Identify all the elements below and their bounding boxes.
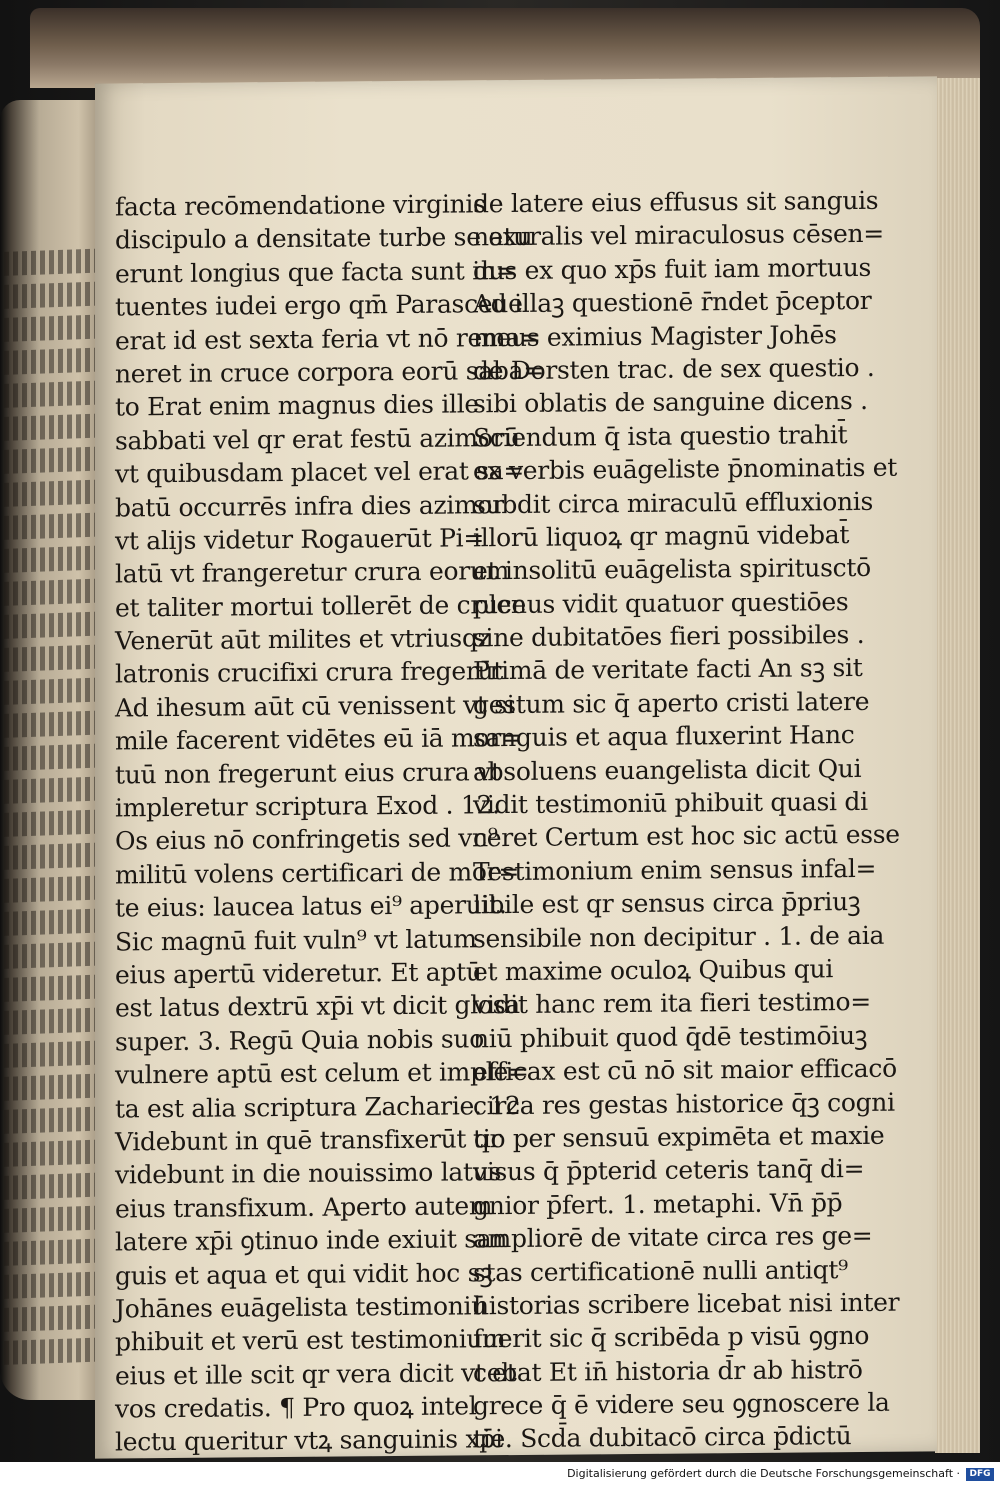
- page-edges: [935, 78, 980, 1453]
- text-line: ex verbis euāgeliste p̄nominatis et: [473, 452, 898, 486]
- text-line: tuentes iudei ergo qm̄ Parasceue: [115, 289, 523, 322]
- text-line: vt alijs videtur Rogauerūt Pi=: [115, 523, 484, 556]
- text-line: naturalis vel miraculosus cēsen=: [473, 219, 884, 252]
- text-line: sensibile non decipitur . 1. de aia: [473, 920, 885, 953]
- right-page: [95, 76, 937, 1458]
- text-line: tuū non fregerunt eius crura vt: [115, 756, 501, 790]
- text-line: tie. Scd̄a dubitacō circa p̄dictū: [473, 1421, 852, 1454]
- text-line: batū occurrēs infra dies azimor: [115, 489, 504, 523]
- text-line: est latus dextrū xp̄i vt dicit glosa: [115, 990, 520, 1023]
- text-line: ceret Certum est hoc sic actū esse: [473, 820, 900, 853]
- text-line: cebat Et in̄ historia d̄r ab histrō: [473, 1354, 863, 1388]
- text-line: vos credatis. ¶ Pro quoꝝ intel: [115, 1391, 477, 1424]
- text-line: gestum sic q̄ aperto cristi latere: [473, 686, 870, 720]
- text-line: vulnere aptū est celum et imple=: [115, 1057, 529, 1090]
- text-line: efficax est cū nō sit maior efficacō: [473, 1053, 897, 1087]
- text-line: discipulo a densitate turbe se exu: [115, 222, 533, 255]
- text-line: tio per sensuū expimēta et maxie: [473, 1120, 885, 1154]
- text-line: facta recōmendatione virginis: [115, 189, 486, 222]
- text-line: illorū liquoꝝ qr magnū videbat̄: [473, 519, 850, 553]
- text-line: meus eximius Magister Johēs: [473, 319, 837, 352]
- text-line: Sic magnū fuit vuln⁹ vt latum: [115, 923, 477, 957]
- text-line: Testimonium enim sensus infal=: [473, 853, 877, 887]
- digitization-credit: Digitalisierung gefördert durch die Deutsche Forschungsgemeinschaft ·: [567, 1467, 960, 1480]
- text-line: libile est qr sensus circa p̄priuꝫ: [473, 887, 861, 920]
- text-line: vt quibusdam placet vel erat sa=: [115, 456, 524, 489]
- text-line: Primā de veritate facti An sꝫ sit: [473, 653, 863, 686]
- text-line: absoluens euangelista dicit Qui: [473, 753, 862, 787]
- text-line: Videbunt in quē transfixerūt qr: [115, 1124, 502, 1157]
- text-line: Johānes euāgelista testimoniū: [115, 1291, 488, 1324]
- text-line: super. 3. Regū Quia nobis suo: [115, 1024, 484, 1057]
- right-text-column: [473, 184, 900, 1456]
- text-line: eius transfixum. Aperto autem: [115, 1190, 493, 1224]
- text-line: stas certificationē nulli antiqt⁹: [473, 1254, 848, 1287]
- text-line: te eius: laucea latus ei⁹ aperuit.: [115, 890, 507, 923]
- text-line: ta est alia scriptura Zacharie. 12: [115, 1090, 521, 1124]
- text-line: vidit hanc rem ita fieri testimo=: [473, 987, 871, 1020]
- text-line: latū vt frangeretur crura eorum: [115, 556, 510, 589]
- text-line: Ad ihesum aūt cū venissent vt si: [115, 689, 515, 723]
- text-line: et maxime oculoꝝ Quibus qui: [473, 954, 834, 987]
- text-line: eius apertū videretur. Et aptū: [115, 957, 482, 990]
- footer-bar: [0, 1462, 1000, 1487]
- text-line: erat id est sexta feria vt nō rema=: [115, 322, 541, 356]
- text-line: phibuit et verū est testimonium: [115, 1324, 506, 1357]
- text-line: neret in cruce corpora eorū saba=: [115, 355, 544, 389]
- text-line: niū phibuit quod q̄dē testimōiuꝫ: [473, 1020, 868, 1054]
- text-line: Os eius nō confringetis sed vn⁹: [115, 823, 498, 856]
- text-line: mile facerent vidētes eū iā mor=: [115, 723, 522, 756]
- text-line: sanguis et aqua fluxerint Hanc: [473, 720, 855, 753]
- text-line: grece q̄ ē videre seu ꝯgnoscere la: [473, 1387, 890, 1421]
- text-line: et insolitū euāgelista spiritusctō: [473, 553, 871, 586]
- text-line: Sciendum q̄ ista questio trahit̄: [473, 419, 848, 453]
- text-line: to Erat enim magnus dies ille: [115, 389, 479, 422]
- text-line: latronis crucifixi crura fregerūt: [115, 656, 504, 689]
- left-text-column: [115, 188, 544, 1460]
- text-line: dus ex quo xp̄s fuit iam mortuus: [473, 252, 872, 286]
- text-line: latere xp̄i ꝯtinuo inde exiuit san: [115, 1224, 508, 1257]
- text-line: eius et ille scit qr vera dicit vt et: [115, 1357, 517, 1391]
- book-top-edge: [30, 8, 980, 88]
- text-line: historias scribere licebat nisi inter: [473, 1287, 900, 1321]
- text-line: Ad illaꝫ questionē r̄ndet p̄ceptor: [473, 286, 872, 319]
- text-line: videbunt in die nouissimo latus: [115, 1157, 502, 1190]
- text-line: Venerūt aūt milites et vtriusqz: [115, 623, 491, 656]
- text-line: circa res gestas historice q̄ꝫ cogni: [473, 1087, 895, 1120]
- dfg-logo: DFG: [966, 1468, 994, 1481]
- text-line: militū volens certificari de mor=: [115, 856, 519, 890]
- text-line: sabbati vel qr erat festū azimorū: [115, 422, 520, 456]
- text-line: erunt longius que facta sunt in=: [115, 255, 517, 289]
- text-line: gnior p̄fert. 1. metaphi. Vn̄ p̄p̄: [473, 1187, 843, 1221]
- text-line: sine dubitatōes fieri possibiles .: [473, 620, 865, 653]
- text-line: subdit circa miraculū effluxionis: [473, 486, 874, 519]
- text-line: sibi oblatis de sanguine dicens .: [473, 386, 868, 419]
- text-line: de latere eius effusus sit sanguis: [473, 185, 879, 219]
- text-line: visus q̄ p̄pterid ceteris tanq̄ di=: [473, 1154, 865, 1187]
- text-line: ampliorē de vitate circa res ge=: [473, 1220, 873, 1254]
- text-line: impleretur scriptura Exod . 12.: [115, 790, 500, 823]
- text-line: plenus vidit quatuor questiōes: [473, 586, 849, 620]
- text-line: lectu queritur vtꝝ sanguinis xp̄i: [115, 1424, 503, 1457]
- text-line: guis et aqua et qui vidit hoc sꝫ: [115, 1257, 493, 1290]
- text-line: vidit testimoniū phibuit quasi di: [473, 786, 868, 820]
- text-line: et taliter mortui tollerēt de cruce: [115, 589, 526, 623]
- text-line: fuerit sic q̄ scribēda p visū ꝯgno: [473, 1321, 870, 1354]
- text-line: de Dorsten trac. de sex questio .: [473, 352, 875, 386]
